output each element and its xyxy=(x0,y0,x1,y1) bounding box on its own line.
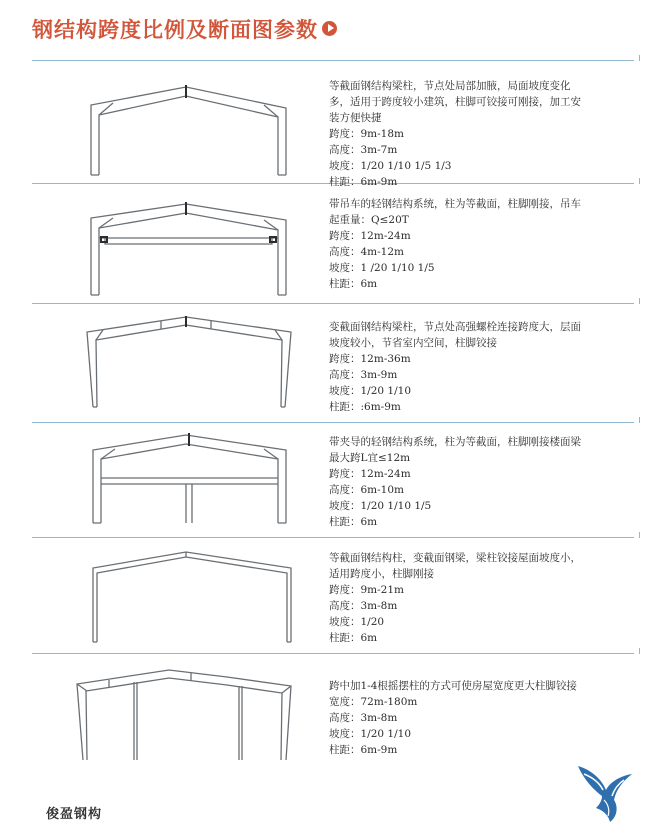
param-height: 高度：3m-7m xyxy=(329,144,398,156)
param-column-spacing: 柱距：:6m-9m xyxy=(329,401,401,413)
param-slope: 坡度：1/20 1/10 1/5 xyxy=(329,500,432,512)
param-column-spacing: 柱距：6m-9m xyxy=(329,176,398,188)
description-text: 跨中加1-4根摇摆柱的方式可使房屋宽度更大柱脚铰接 xyxy=(329,680,577,692)
param-column-spacing: 柱距：6m xyxy=(329,278,378,290)
frame-diagram-6 xyxy=(65,660,310,788)
param-height: 高度：3m-9m xyxy=(329,369,398,381)
param-height: 高度：4m-12m xyxy=(329,246,405,258)
description-text: 等截面钢结构柱，变截面钢梁，梁柱铰接屋面坡度小，适用跨度小，柱脚刚接 xyxy=(329,552,581,580)
frame-diagram-5 xyxy=(65,544,310,672)
param-column-spacing: 柱距：6m xyxy=(329,516,378,528)
section-description-3 xyxy=(329,319,584,415)
frame-diagram-1 xyxy=(65,70,310,198)
section-description-4 xyxy=(329,434,584,530)
arrow-right-icon xyxy=(322,21,337,36)
section-description-6 xyxy=(329,678,584,758)
divider xyxy=(32,60,634,61)
param-height: 高度：3m-8m xyxy=(329,712,398,724)
eagle-logo-icon xyxy=(574,760,634,826)
section-description-1 xyxy=(329,78,584,190)
param-height: 高度：3m-8m xyxy=(329,600,398,612)
frame-diagram-2 xyxy=(65,190,310,318)
page-title: 钢结构跨度比例及断面图参数 xyxy=(32,14,337,44)
brand-name: 俊盈钢构 xyxy=(46,807,103,822)
param-column-spacing: 柱距：6m xyxy=(329,632,378,644)
param-slope: 坡度：1/20 xyxy=(329,616,385,628)
section-description-2 xyxy=(329,196,584,292)
param-slope: 坡度：1/20 1/10 1/5 1/3 xyxy=(329,160,452,172)
param-span: 跨度：12m-24m xyxy=(329,230,411,242)
param-height: 高度：6m-10m xyxy=(329,484,405,496)
frame-diagram-4 xyxy=(65,428,310,556)
param-slope: 坡度：1 /20 1/10 1/5 xyxy=(329,262,435,274)
description-text: 等截面钢结构梁柱，节点处局部加腋，局面坡度变化多，适用于跨度较小建筑，柱脚可铰接可刚接，加工安装方便快捷 xyxy=(329,80,581,124)
section-description-5 xyxy=(329,550,584,646)
param-span: 跨度：9m-18m xyxy=(329,128,405,140)
param-width: 宽度：72m-180m xyxy=(329,696,418,708)
description-text: 带夹导的轻钢结构系统，柱为等截面，柱脚刚接楼面梁最大跨L宜≤12m xyxy=(329,436,581,464)
param-slope: 坡度：1/20 1/10 xyxy=(329,385,411,397)
description-text: 带吊车的轻钢结构系统，柱为等截面，柱脚刚接，吊车起重量：Q≤20T xyxy=(329,198,581,226)
param-span: 跨度：9m-21m xyxy=(329,584,405,596)
description-text: 变截面钢结构梁柱，节点处高强螺栓连接跨度大，层面坡度较小，节省室内空间，柱脚铰接 xyxy=(329,321,581,349)
frame-diagram-3 xyxy=(65,312,310,440)
param-span: 跨度：12m-24m xyxy=(329,468,411,480)
param-slope: 坡度：1/20 1/10 xyxy=(329,728,411,740)
param-span: 跨度：12m-36m xyxy=(329,353,411,365)
param-column-spacing: 柱距：6m-9m xyxy=(329,744,398,756)
